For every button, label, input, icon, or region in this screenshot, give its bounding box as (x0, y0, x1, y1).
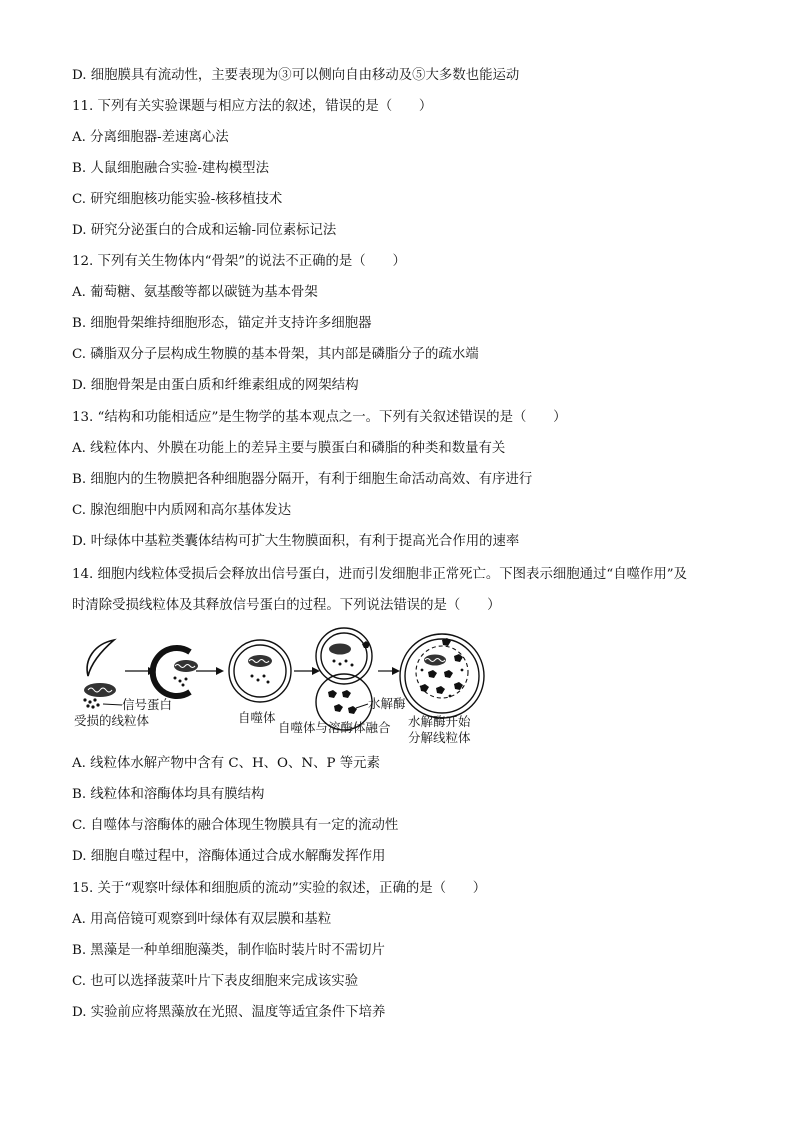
question-15: 15. 关于“观察叶绿体和细胞质的流动”实验的叙述，正确的是（ ） (72, 881, 487, 896)
membrane-crescent (87, 640, 114, 676)
question-11: 11. 下列有关实验课题与相应方法的叙述，错误的是（ ） (72, 99, 433, 114)
question-14-line2: 时清除受损线粒体及其释放信号蛋白的过程。下列说法错误的是（ ） (72, 598, 501, 613)
question-12: 12. 下列有关生物体内“骨架”的说法不正确的是（ ） (72, 254, 406, 269)
damaged-mitochondrion (84, 683, 116, 697)
signal-protein-dots-1 (83, 698, 99, 708)
question-13: 13. “结构和功能相适应”是生物学的基本观点之一。下列有关叙述错误的是（ ） (72, 410, 567, 425)
option-11-a: A. 分离细胞器-差速离心法 (72, 130, 229, 145)
arrow-4 (378, 667, 400, 675)
option-12-c: C. 磷脂双分子层构成生物膜的基本骨架，其内部是磷脂分子的疏水端 (72, 347, 479, 362)
question-14-line1: 14. 细胞内线粒体受损后会释放出信号蛋白，进而引发细胞非正常死亡。下图表示细胞通过“自噬作用”及 (72, 567, 688, 582)
option-14-d: D. 细胞自噬过程中，溶酶体通过合成水解酶发挥作用 (72, 849, 386, 864)
option-11-d: D. 研究分泌蛋白的合成和运输-同位素标记法 (72, 223, 337, 238)
stage-engulfing (153, 648, 198, 696)
autophagosome (229, 640, 291, 702)
autolysosome-fusion (316, 628, 372, 730)
option-15-b: B. 黑藻是一种单细胞藻类，制作临时装片时不需切片 (72, 943, 385, 958)
signal-protein-pointer (103, 704, 122, 705)
label-hydrolase: 水解酶 (368, 696, 406, 711)
option-13-c: C. 腺泡细胞中内质网和高尔基体发达 (72, 503, 292, 518)
option-13-a: A. 线粒体内、外膜在功能上的差异主要与膜蛋白和磷脂的种类和数量有关 (72, 441, 506, 456)
label-decompose-2: 分解线粒体 (408, 730, 471, 745)
option-15-c: C. 也可以选择菠菜叶片下表皮细胞来完成该实验 (72, 974, 359, 989)
autophagy-figure (72, 626, 502, 748)
option-11-b: B. 人鼠细胞融合实验-建构模型法 (72, 161, 269, 176)
option-12-d: D. 细胞骨架是由蛋白质和纤维素组成的网架结构 (72, 378, 359, 393)
option-13-b: B. 细胞内的生物膜把各种细胞器分隔开，有利于细胞生命活动高效、有序进行 (72, 472, 533, 487)
option-12-b: B. 细胞骨架维持细胞形态，锚定并支持许多细胞器 (72, 316, 372, 331)
option-12-a: A. 葡萄糖、氨基酸等都以碳链为基本骨架 (72, 285, 318, 300)
option-15-d: D. 实验前应将黑藻放在光照、温度等适宜条件下培养 (72, 1005, 386, 1020)
arrow-3 (294, 667, 320, 675)
option-14-c: C. 自噬体与溶酶体的融合体现生物膜具有一定的流动性 (72, 818, 399, 833)
arrow-2 (196, 667, 224, 675)
label-decompose-1: 水解酶开始 (408, 714, 471, 729)
option-11-c: C. 研究细胞核功能实验-核移植技术 (72, 192, 283, 207)
option-10-d: D. 细胞膜具有流动性，主要表现为③可以侧向自由移动及⑤大多数也能运动 (72, 68, 520, 83)
option-15-a: A. 用高倍镜可观察到叶绿体有双层膜和基粒 (72, 912, 332, 927)
autophagy-diagram (72, 626, 502, 748)
label-signal-protein: 信号蛋白 (122, 697, 173, 712)
option-14-a: A. 线粒体水解产物中含有 C、H、O、N、P 等元素 (72, 756, 380, 771)
decomposition-stage (400, 634, 484, 718)
label-damaged-mitochondrion: 受损的线粒体 (74, 713, 150, 728)
option-13-d: D. 叶绿体中基粒类囊体结构可扩大生物膜面积，有利于提高光合作用的速率 (72, 534, 520, 549)
label-fusion: 自噬体与溶酶体融合 (278, 720, 391, 735)
option-14-b: B. 线粒体和溶酶体均具有膜结构 (72, 787, 265, 802)
label-autophagosome: 自噬体 (238, 710, 276, 725)
